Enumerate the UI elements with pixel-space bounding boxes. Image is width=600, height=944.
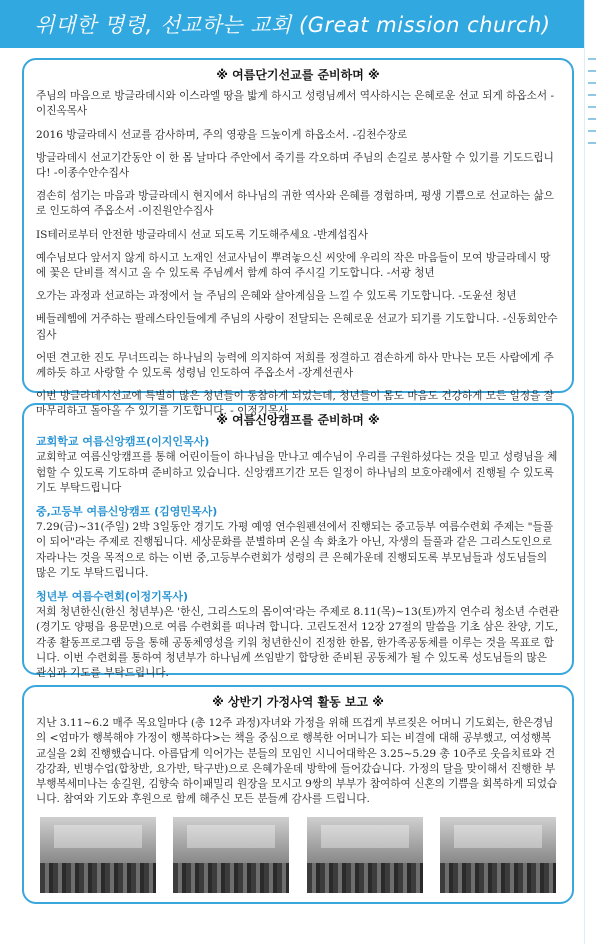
group-body: 7.29(금)~31(주일) 2박 3일동안 경기도 가평 예영 연수원펜션에서 진행되는 중고등부 여름수련회 주제는 "들풀이 되어"라는 주제로 진행됩니다. 세상문화를 분별하며 온실 속 화초가 아닌, 자생의 들풀과 같은 그리스도인으로 자라나는 것을 목적으로 하는 이번 중,고등부수련회가 성령의 큰 은혜가운데 진행되도록 부모님들과 성도님들의 많은 기도 부탁드립니다. <box>36 521 553 579</box>
prayer-item: 오가는 과정과 선교하는 과정에서 늘 주님의 은혜와 살아계심을 느낄 수 있도록 기도합니다. -도윤선 청년 <box>36 290 517 303</box>
group-heading: 중,고등부 여름신앙캠프 (김영민목사) <box>36 505 218 519</box>
photo-row <box>36 817 560 893</box>
report-body: 지난 3.11~6.2 매주 목요일마다 (총 12주 과정)자녀와 가정을 위해 뜨겁게 부르짖은 어머니 기도회는, 한은경님의 <엄마가 행복해야 가정이 행복하다>는 책을 중심으로 행복한 어머니가 되는 비결에 대해 공부했고, 여성행복교실을 2회 진행했습니다. 아름답게 익어가는 분들의 모임인 시니어대학은 3.25~5.29 총 10주로 웃음치료와 건강강좌, 빈병수업(합창반, 요가반, 탁구반)으로 은혜가운데 방학에 들어갔습니다. 가정의 달을 맞이해서 진행한 부부행복세미나는 송길원, 김향숙 하이패밀리 원장을 모시고 9쌍의 부부가 참여하여 신혼의 기쁨을 회복하게 되었습니다. 참여와 기도와 후원으로 함께 해주신 모든 분들께 감사를 드립니다. <box>36 717 558 806</box>
event-photo <box>307 817 423 893</box>
group-heading: 청년부 여름수련회(이정기목사) <box>36 590 189 604</box>
prayer-item: 이번 방글라데시선교에 특별히 많은 청년들이 동참하게 되었는데, 청년들이 몸도 마음도 건강하게 모든 일정을 잘 마무리하고 돌아올 수 있기를 기도합니다. - 이정기목사 <box>36 390 554 418</box>
group-heading: 교회학교 여름신앙캠프(이지인목사) <box>36 435 210 449</box>
summer-camp-box <box>22 403 574 680</box>
event-photo <box>440 817 556 893</box>
page-banner <box>0 0 585 48</box>
event-photo <box>40 817 156 893</box>
prayer-item: 베들레헴에 거주하는 팔레스타인들에게 주님의 사랑이 전달되는 은혜로운 선교가 되기를 기도합니다. -신동희안수집사 <box>36 313 558 341</box>
family-ministry-box <box>22 685 574 904</box>
section-title: ※ 여름신앙캠프를 준비하며 ※ <box>216 413 380 427</box>
prayer-item: 방글라데시 선교기간동안 이 한 몸 날마다 주안에서 죽기를 각오하며 주님의 손길로 봉사할 수 있기를 기도드립니다! -이종수안수집사 <box>36 151 554 180</box>
prayer-item: IS테러로부터 안전한 방글라데시 선교 되도록 기도해주세요 -반계섭집사 <box>36 228 368 241</box>
prayer-item: 2016 방글라데시 선교를 감사하며, 주의 영광을 드높이게 하옵소서. -김천수장로 <box>36 128 408 141</box>
prayer-item: 겸손히 섬기는 마음과 방글라데시 현지에서 하나님의 귀한 역사와 은혜를 경험하며, 평생 기쁨으로 선교하는 삶으로 인도하여 주옵소서 -이진원안수집사 <box>36 190 554 218</box>
summer-mission-box <box>22 58 574 418</box>
prayer-item: 어떤 견고한 진도 무너뜨리는 하나님의 능력에 의지하여 저희를 정결하고 겸손하게 하사 만나는 모든 사람에게 주께하듯 하고 사랑할 수 있도록 성령님 인도하여 주옵소서 -장계선권사 <box>36 351 554 380</box>
page-title: 위대한 명령, 선교하는 교회 (Great mission church) <box>34 13 551 37</box>
event-photo <box>173 817 289 893</box>
group-body: 저희 청년한신(한신 청년부)은 '한신, 그리스도의 몸이여'라는 주제로 8.11(목)~13(토)까지 연수리 청소년 수련관(경기도 양평읍 용문면)으로 여름 수련회를 떠나려 합니다. 고린도전서 12장 27절의 말씀을 기초 삼은 찬양, 기도, 각종 활동프로그램 등을 통해 공동체영성을 키워 청년한신이 진정한 한몸, 한가족공동체를 이루는 것을 목표로 합니다. 이번 수련회를 통하여 청년부가 하나님께 쓰임받기 합당한 준비된 공동체가 될 수 있도록 성도님들의 많은 관심과 기도를 부탁드립니다. <box>36 606 559 680</box>
group-body: 교회학교 여름신앙캠프를 통해 어린이들이 하나님을 만나고 예수님이 우리를 구원하셨다는 것을 믿고 성령님을 체험할 수 있도록 기도하며 준비하고 있습니다. 신앙캠프기간 모든 일정이 하나님의 보호아래에서 진행될 수 있도록 기도 부탁드립니다 <box>36 451 558 494</box>
edge-marks <box>588 58 598 154</box>
section-title: ※ 상반기 가정사역 활동 보고 ※ <box>212 695 384 709</box>
prayer-item: 주님의 마음으로 방글라데시와 이스라엘 땅을 밟게 하시고 성령님께서 역사하시는 은혜로운 선교 되게 하옵소서 -이진옥목사 <box>36 90 555 118</box>
page-edge-strip <box>584 0 600 944</box>
section-title: ※ 여름단기선교를 준비하며 ※ <box>216 68 380 82</box>
prayer-item: 예수님보다 앞서지 않게 하시고 노재인 선교사님이 뿌려놓으신 씨앗에 우리의 작은 마음들이 모여 방글라데시 땅에 꽃은 단비를 적시고 올 수 있도록 주님께서 함께 하여 주시길 기도합니다. -서광 청년 <box>36 251 551 280</box>
